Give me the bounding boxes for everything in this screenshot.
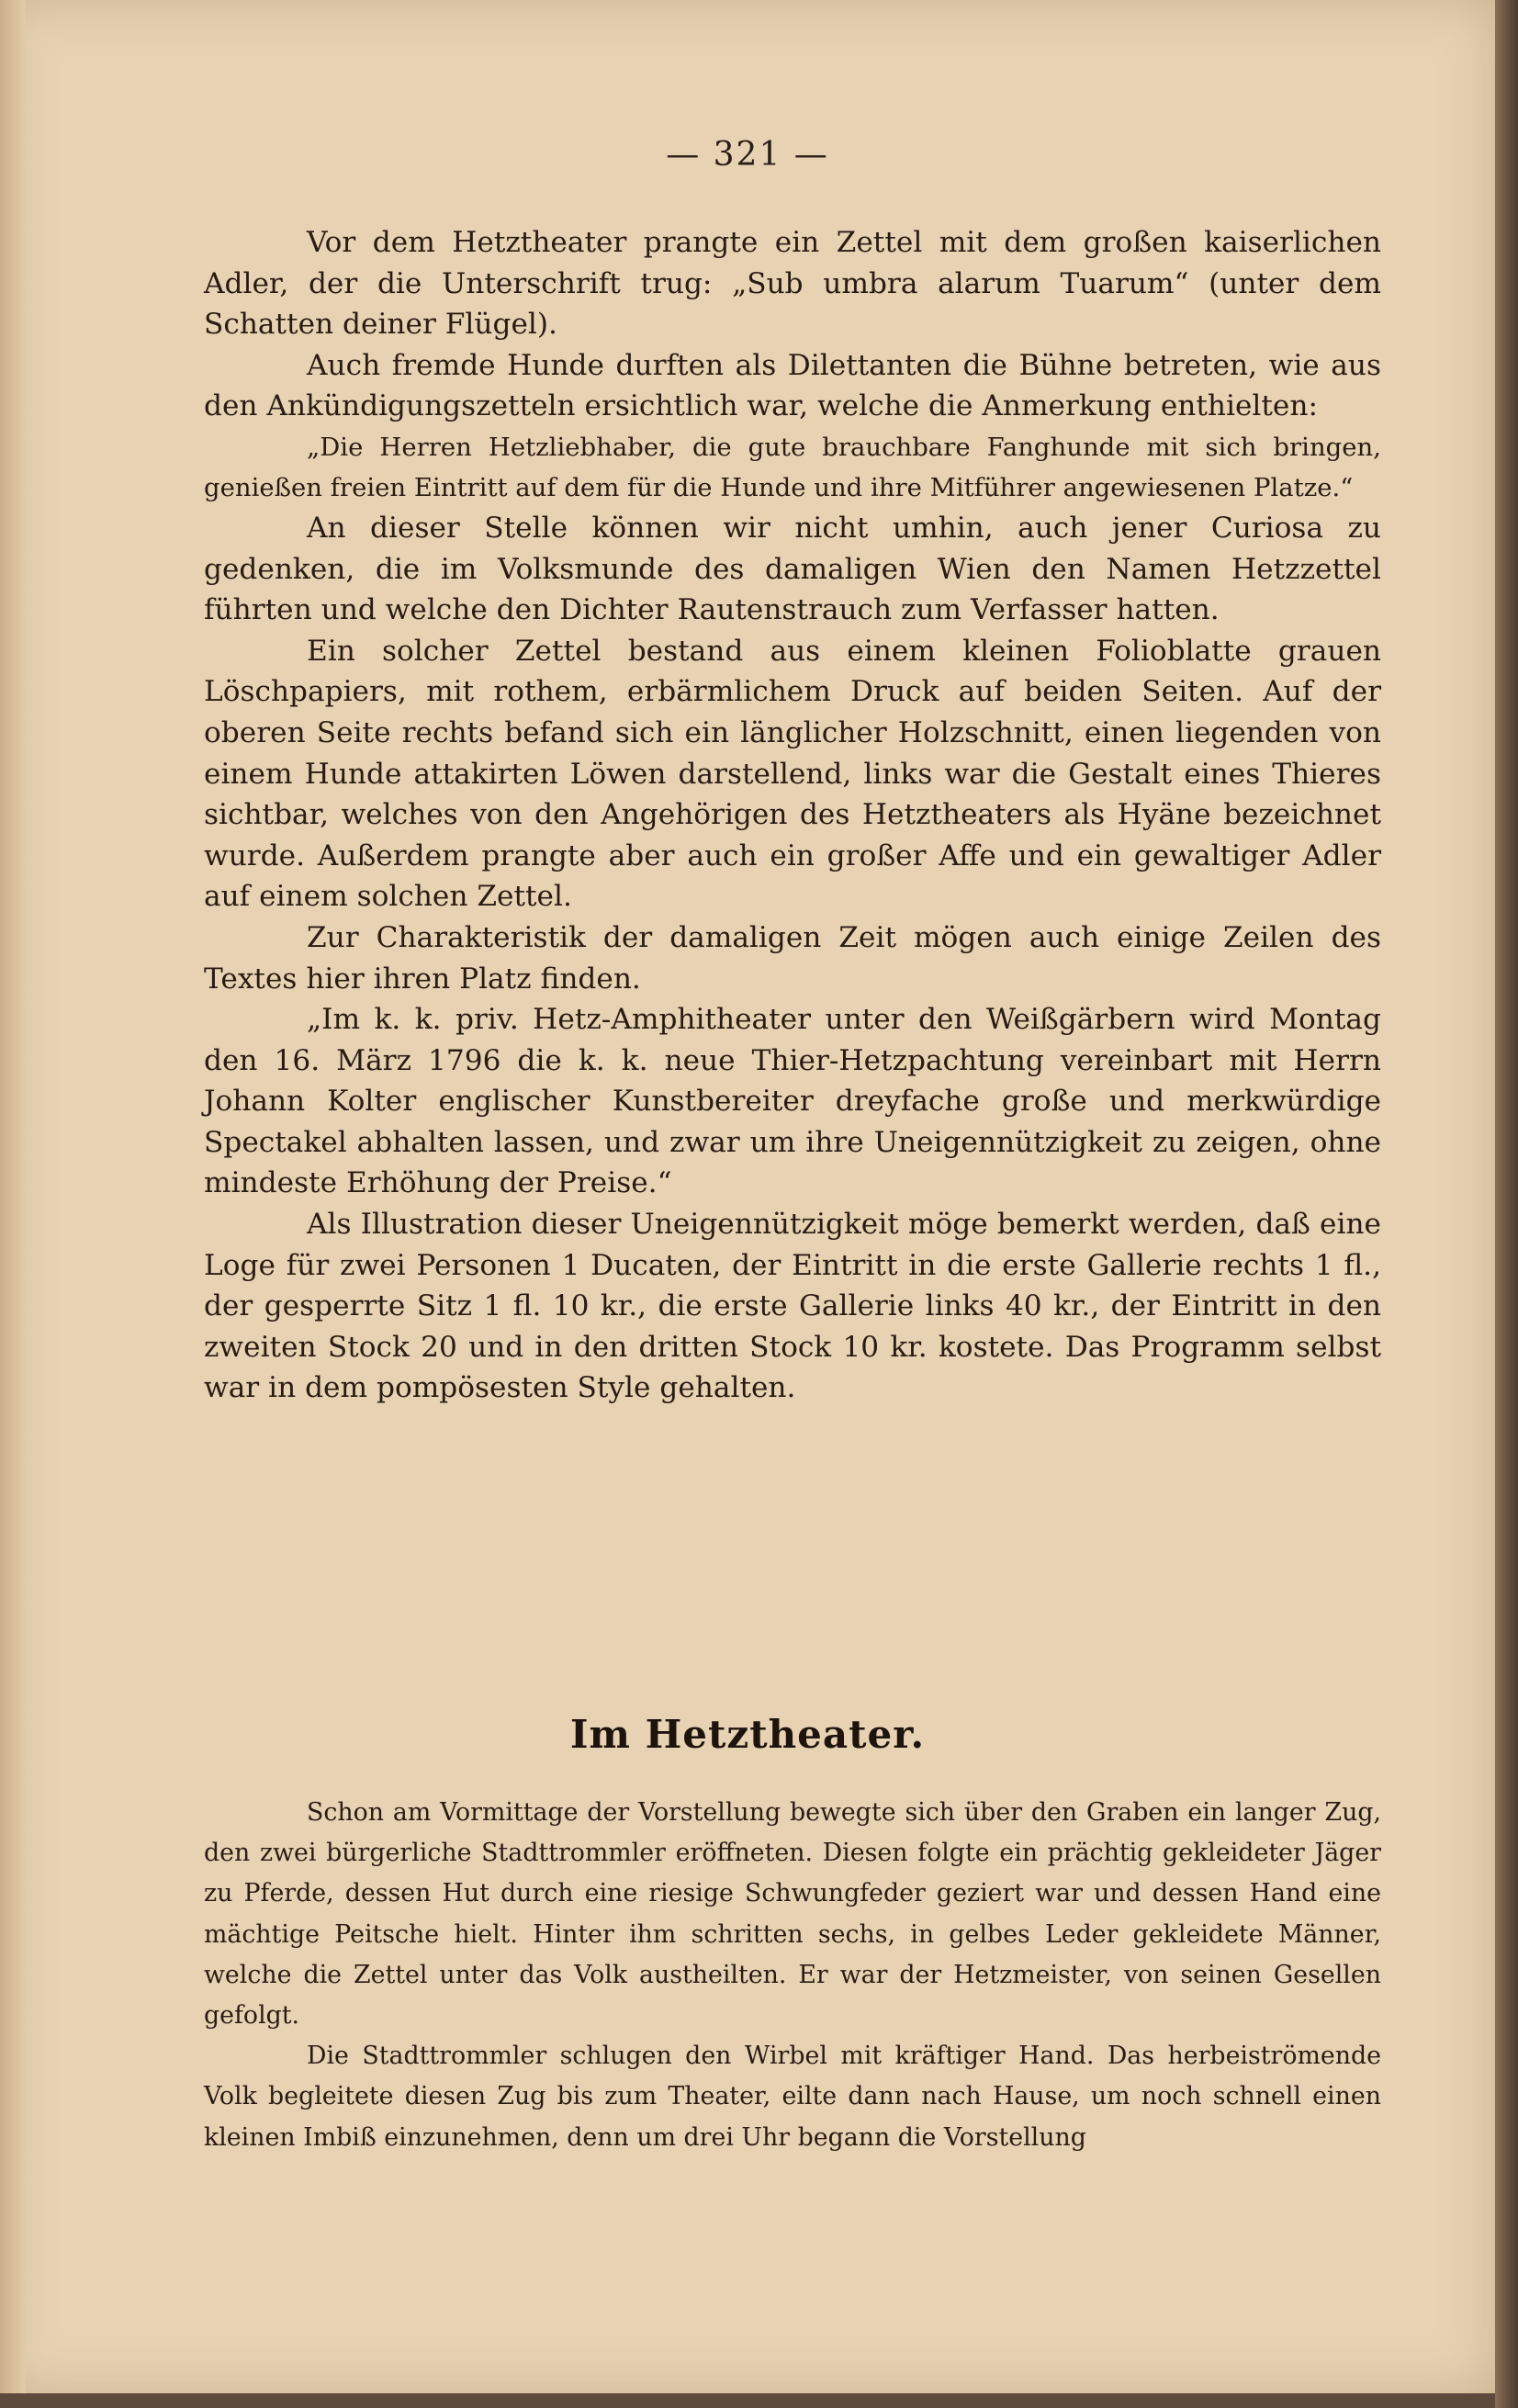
main-text (204, 222, 1381, 1409)
quote-paragraph: „Die Herren Hetzliebhaber, die gute brauchbare Fanghunde mit sich bringen, genießen freien Eintritt auf dem für die Hunde und ihre Mitführer angewiesenen Platze.“ (204, 432, 1381, 502)
paragraph: Ein solcher Zettel bestand aus einem kleinen Folioblatte grauen Löschpapiers, mit rothem, erbärmlichem Druck auf beiden Seiten. Auf der oberen Seite rechts befand sich ein länglicher Holzschnitt, einen liegenden von einem Hunde attakirten Löwen darstellend, links war die Gestalt eines Thieres sichtbar, welches von den Angehörigen des Hetztheaters als Hyäne bezeichnet wurde. Außerdem prangte aber auch ein großer Affe und ein gewaltiger Adler auf einem solchen Zettel. (204, 634, 1381, 914)
paragraph: Als Illustration dieser Uneigennützigkeit möge bemerkt werden, daß eine Loge für zwei Personen 1 Ducaten, der Eintritt in die erste Gallerie rechts 1 fl., der gesperrte Sitz 1 fl. 10 kr., die erste Gallerie links 40 kr., der Eintritt in den zweiten Stock 20 und in den dritten Stock 10 kr. kostete. Das Programm selbst war in dem pompösesten Style gehalten. (204, 1208, 1381, 1405)
paragraph: Die Stadttrommler schlugen den Wirbel mit kräftiger Hand. Das herbeiströmende Volk begleitete diesen Zug bis zum Theater, eilte dann nach Hause, um noch schnell einen kleinen Imbiß einzunehmen, denn um drei Uhr begann die Vorstellung (204, 2042, 1381, 2152)
paragraph: An dieser Stelle können wir nicht umhin, auch jener Curiosa zu gedenken, die im Volksmunde des damaligen Wien den Namen Hetzzettel führten und welche den Dichter Rautenstrauch zum Verfasser hatten. (204, 511, 1381, 627)
paragraph: Schon am Vormittage der Vorstellung bewegte sich über den Graben ein langer Zug, den zwei bürgerliche Stadttrommler eröffneten. Diesen folgte ein prächtig gekleideter Jäger zu Pferde, dessen Hut durch eine riesige Schwungfeder geziert war und dessen Hand eine mächtige Peitsche hielt. Hinter ihm schritten sechs, in gelbes Leder gekleidete Männer, welche die Zettel unter das Volk austheilten. Er war der Hetzmeister, von seinen Gesellen gefolgt. (204, 1798, 1381, 2031)
section-text (204, 1793, 1381, 2158)
paragraph: Zur Charakteristik der damaligen Zeit mögen auch einige Zeilen des Textes hier ihren Platz finden. (204, 920, 1381, 996)
section-heading: Im Hetztheater. (569, 1712, 926, 1757)
page-edge (1495, 0, 1518, 2408)
paragraph: Vor dem Hetztheater prangte ein Zettel mit dem großen kaiserlichen Adler, der die Unterschrift trug: „Sub umbra alarum Tuarum“ (unter dem Schatten deiner Flügel). (204, 226, 1381, 342)
page-spine-shadow (0, 0, 26, 2393)
paragraph: „Im k. k. priv. Hetz-Amphitheater unter den Weißgärbern wird Montag den 16. März 1796 die k. k. neue Thier-Hetzpachtung vereinbart mit Herrn Johann Kolter englischer Kunstbereiter dreyfache große und merkwürdige Spectakel abhalten lassen, und zwar um ihre Uneigennützigkeit zu zeigen, ohne mindeste Erhöhung der Preise.“ (204, 1003, 1381, 1200)
page-number: — 321 — (666, 136, 829, 174)
paragraph: Auch fremde Hunde durften als Dilettanten die Bühne betreten, wie aus den Ankündigungszetteln ersichtlich war, welche die Anmerkung enthielten: (204, 348, 1381, 423)
